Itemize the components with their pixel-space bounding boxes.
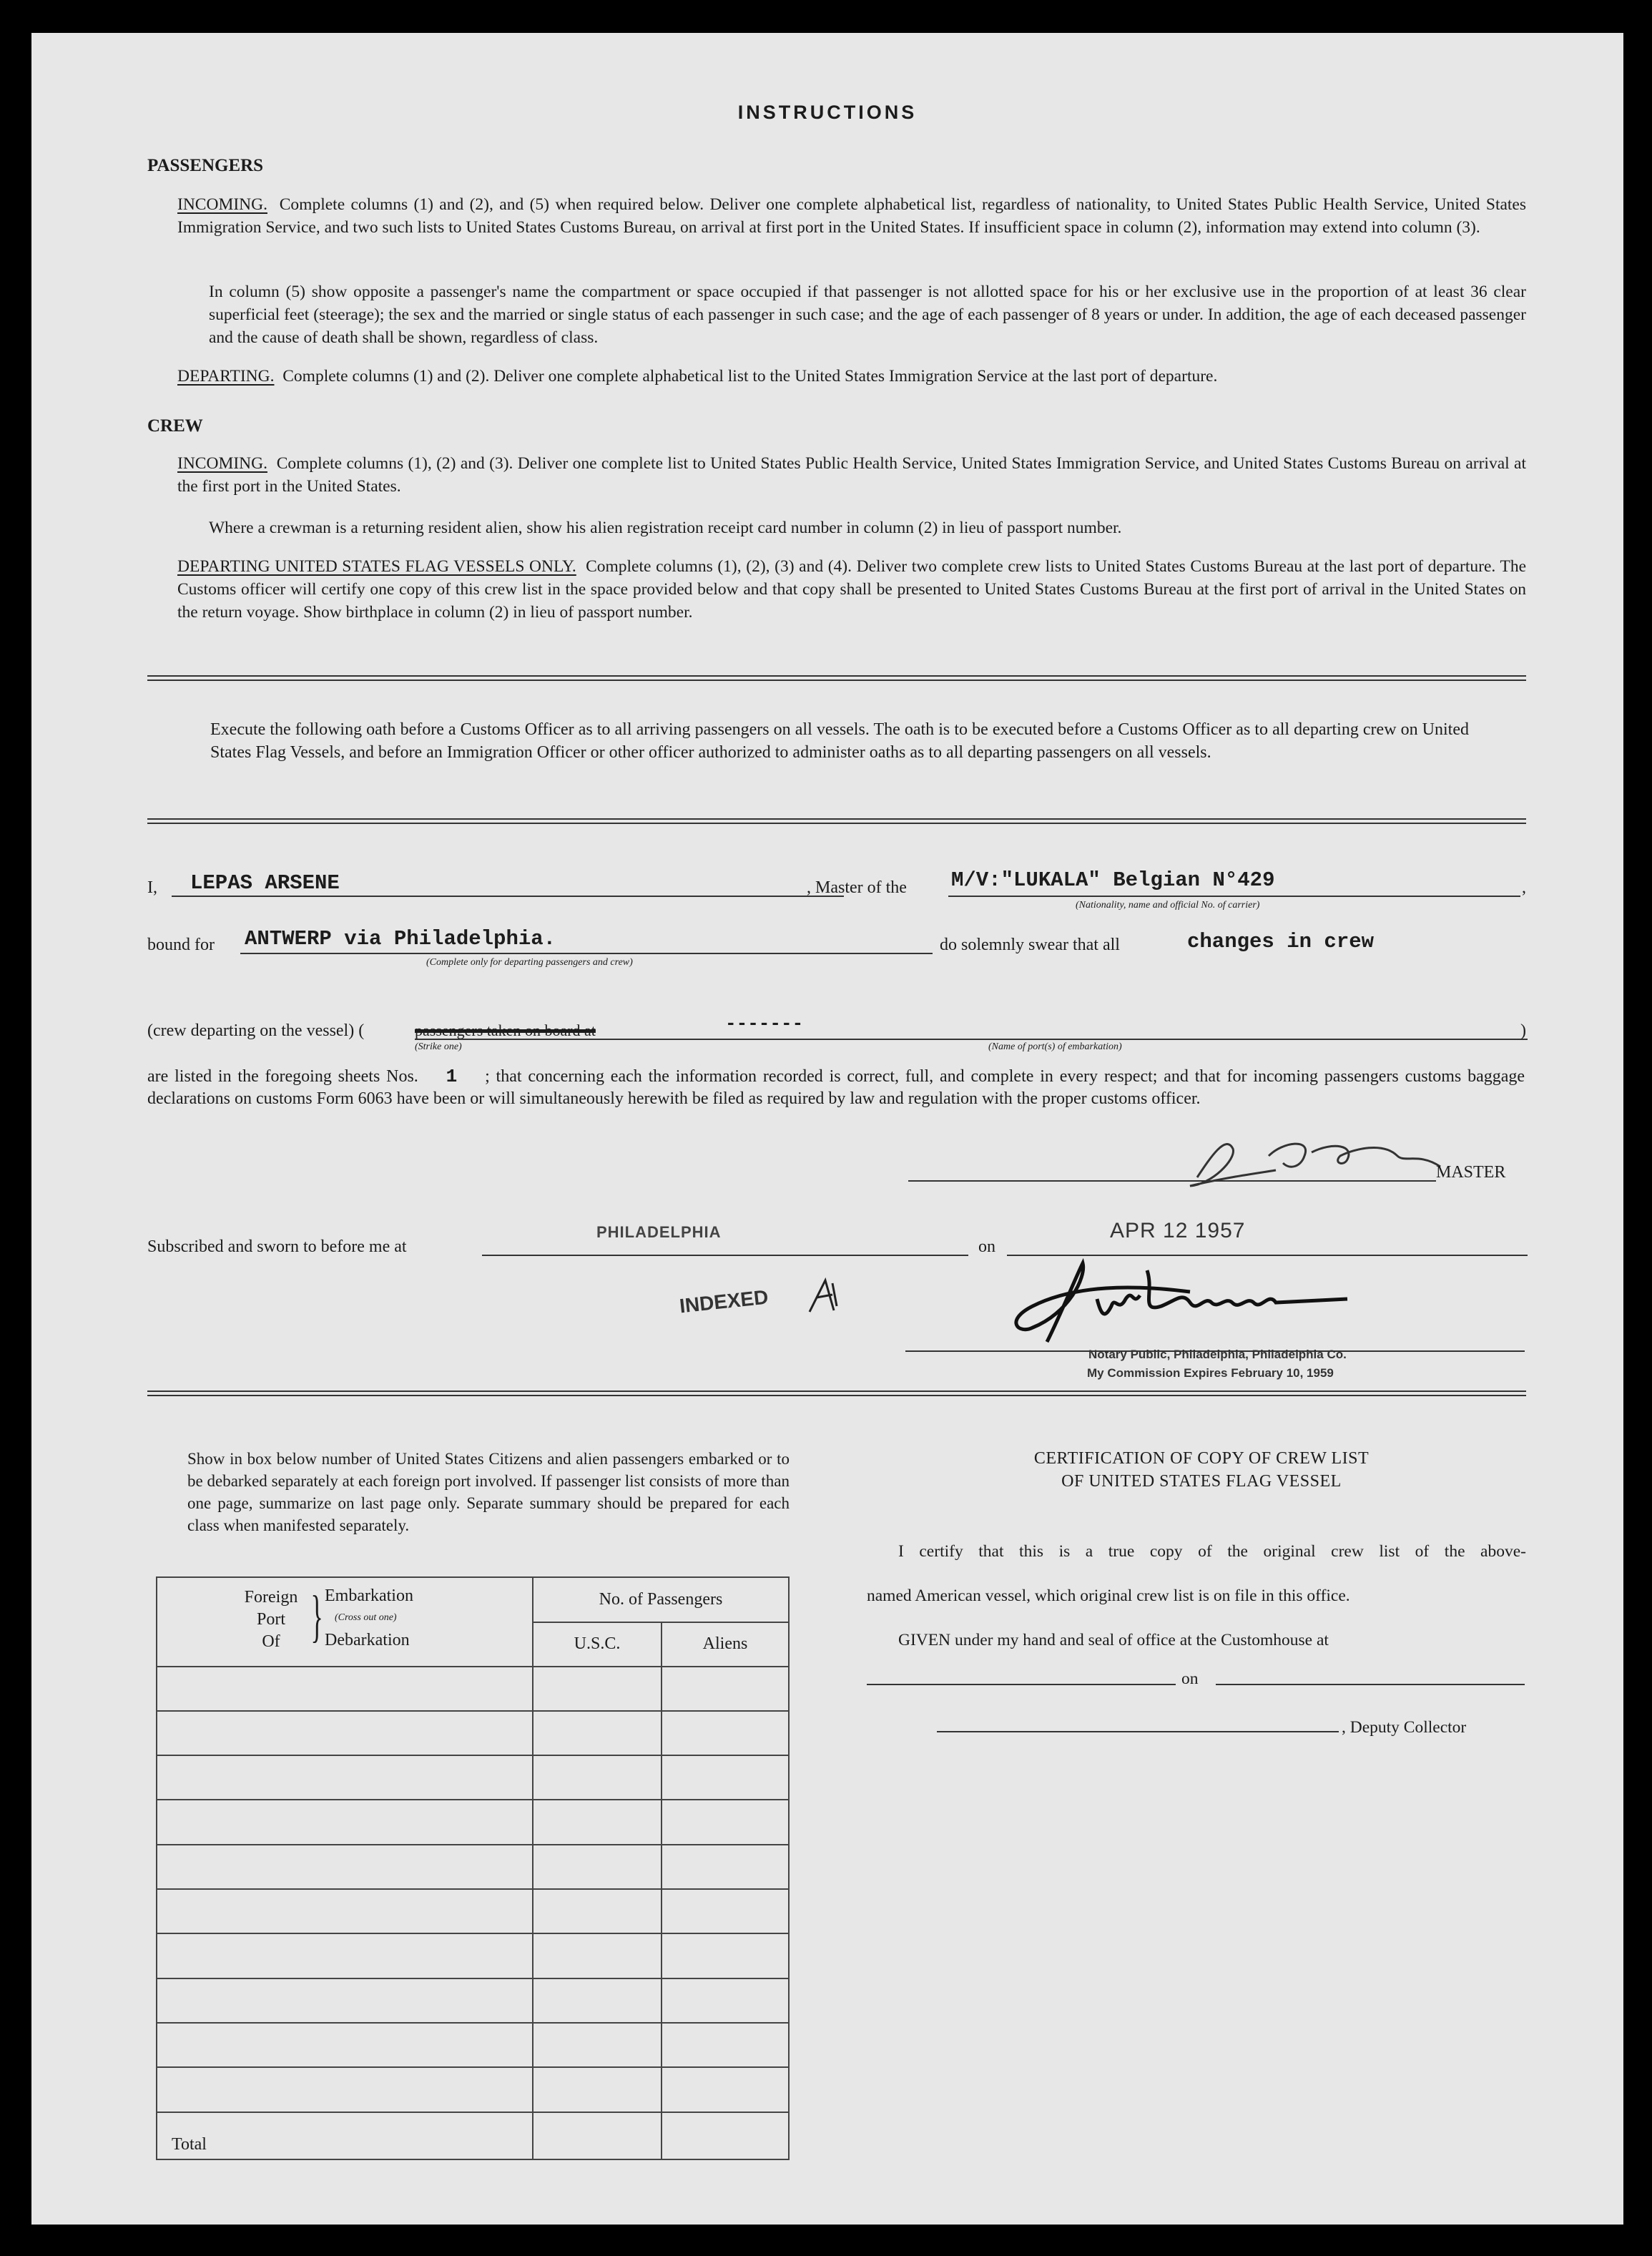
table-row [157,1845,789,1889]
crew-incoming-text: Complete columns (1), (2) and (3). Deliver one complete list to United States Public Health Service, United States Immigration Service, and United States Customs Bureau on arrival at the first port in the United States. [177,454,1526,496]
oath-i-label: I, [147,878,157,897]
aliens-total-cell[interactable] [662,2112,789,2159]
crew-incoming-label: INCOMING. [177,454,267,473]
aliens-cell[interactable] [662,1755,789,1800]
date-stamp: APR 12 1957 [1110,1219,1246,1242]
changes-in-crew-field[interactable]: changes in crew [1187,930,1375,953]
swear-text: do solemnly swear that all [940,936,1120,954]
port-caption: (Name of port(s) of embarkation) [988,1041,1122,1052]
master-label: MASTER [1436,1163,1506,1182]
total-label: Total [157,2112,533,2159]
port-cell[interactable] [157,1800,533,1844]
notary-signature [990,1256,1390,1356]
of-label: Of [262,1632,280,1652]
crew-departing-text: Complete columns (1), (2), (3) and (4). Deliver two complete crew lists to United States Customs Bureau at the last port of departure. The Customs officer will certify one copy of this crew list in the space provided below and that copy shall be presented to United States Customs Bureau at the first port of arrival in the United States on the return voyage. Show birthplace in column (2) in lieu of passport number. [177,557,1526,622]
aliens-cell[interactable] [662,1978,789,2023]
total-row [157,2112,789,2159]
passengers-heading: PASSENGERS [147,156,264,175]
certification-title-2: OF UNITED STATES FLAG VESSEL [1061,1472,1342,1491]
usc-cell[interactable] [533,1667,662,1711]
table-row [157,1978,789,2023]
usc-cell[interactable] [533,1889,662,1933]
vessel-caption: (Nationality, name and official No. of carrier) [1076,900,1260,911]
usc-cell[interactable] [533,1711,662,1755]
usc-cell[interactable] [533,1800,662,1844]
indexed-stamp: INDEXED [678,1285,770,1318]
usc-total-cell[interactable] [533,2112,662,2159]
vessel-line [948,896,1520,897]
listed-text: ; that concerning each the information recorded is correct, full, and complete in every respect; and that for incoming passengers customs baggage declarations on customs Form 6063 have been or will simultaneously herewith be filed as required by law and regulation with the proper customs officer. [147,1067,1525,1108]
customhouse-place-line[interactable] [867,1684,1176,1685]
indexed-initial-mark [804,1275,854,1318]
port-cell[interactable] [157,2067,533,2112]
usc-cell[interactable] [533,2023,662,2067]
master-name-field[interactable]: LEPAS ARSENE [190,871,340,895]
close-paren: ) [1520,1021,1526,1040]
master-signature [1169,1127,1455,1192]
passengers-incoming-text: Complete columns (1) and (2), and (5) when required below. Deliver one complete alphabetical list, regardless of nationality, to United States Public Health Service, United States Immigration Service, and two such lists to United States Customs Bureau, on arrival at first port in the United States. If insufficient space in column (2), information may extend into column (3). [177,195,1527,237]
on-label: on [978,1237,995,1256]
notary-line-2: My Commission Expires February 10, 1959 [1087,1366,1334,1380]
embarkation-port-field[interactable]: ------- [725,1013,804,1034]
table-row [157,1755,789,1800]
passengers-incoming-label: INCOMING. [177,195,267,214]
embarkation-port-line [415,1039,1528,1040]
divider-2 [147,818,1526,824]
master-of-label: , Master of the [807,878,907,897]
debarkation-label: Debarkation [325,1631,410,1650]
table-row [157,2067,789,2112]
destination-caption: (Complete only for departing passengers and crew) [426,957,633,968]
port-cell[interactable] [157,1889,533,1933]
crew-resident-paragraph: Where a crewman is a returning resident alien, show his alien registration receipt card number in column (2) in lieu of passport number. [209,519,1122,537]
divider-1 [147,675,1526,681]
crew-heading: CREW [147,416,203,436]
listed-sheets-paragraph [147,1066,1525,1110]
table-row [157,1800,789,1844]
table-row [157,1889,789,1933]
usc-header: U.S.C. [533,1622,662,1666]
oath-instruction: Execute the following oath before a Customs Officer as to all arriving passengers on all vessels. The oath is to be executed before a Customs Officer as to all departing crew on United States Flag Vessels, and before an Immigration Officer or other officer authorized to administer oaths as to all departing passengers on all vessels. [210,720,1469,762]
port-cell[interactable] [157,1755,533,1800]
divider-3 [147,1391,1526,1396]
usc-cell[interactable] [533,1933,662,1978]
vessel-field[interactable]: M/V:"LUKALA" Belgian N°429 [951,868,1275,892]
crew-list-form-page [31,33,1623,2225]
crew-incoming-paragraph [177,452,1526,498]
destination-line [240,953,933,954]
listed-prefix: are listed in the foregoing sheets Nos. [147,1067,418,1086]
port-cell[interactable] [157,1845,533,1889]
embarkation-label: Embarkation [325,1586,413,1606]
certification-text-2: named American vessel, which original crew list is on file in this office. [867,1586,1350,1605]
bound-for-label: bound for [147,936,215,954]
sheet-number-field[interactable]: 1 [446,1066,458,1087]
deputy-collector-signature-line[interactable] [937,1731,1339,1732]
port-cell[interactable] [157,2023,533,2067]
usc-cell[interactable] [533,1755,662,1800]
notary-line-1: Notary Public, Philadelphia, Philadelphia Co. [1088,1348,1347,1361]
foreign-port-of-label [239,1586,303,1653]
aliens-header: Aliens [662,1622,789,1666]
certification-on-label: on [1181,1669,1199,1688]
passengers-departing-label: DEPARTING. [177,367,275,386]
passenger-summary-table [156,1576,790,2160]
aliens-cell[interactable] [662,2023,789,2067]
crew-departing-label: (crew departing on the vessel) ( [147,1021,365,1040]
passengers-departing-text: Complete columns (1) and (2). Deliver one complete alphabetical list to the United States Immigration Service at the last port of departure. [282,367,1218,386]
destination-field[interactable]: ANTWERP via Philadelphia. [245,927,556,951]
aliens-cell[interactable] [662,1667,789,1711]
foreign-label: Foreign [244,1588,298,1607]
subscribed-label: Subscribed and sworn to before me at [147,1237,407,1256]
cross-out-label: (Cross out one) [335,1612,397,1624]
table-row [157,1667,789,1711]
port-header-cell [157,1577,533,1667]
instructions-title: INSTRUCTIONS [737,102,918,123]
port-label: Port [256,1610,285,1629]
aliens-cell[interactable] [662,1845,789,1889]
certification-text-3: GIVEN under my hand and seal of office at the Customhouse at [898,1631,1329,1649]
place-line [482,1255,968,1256]
no-of-passengers-header: No. of Passengers [533,1577,789,1622]
passengers-incoming-paragraph [177,193,1526,239]
struck-passengers-text: passengers taken on board at [415,1021,596,1039]
deputy-collector-label: , Deputy Collector [1342,1718,1467,1737]
aliens-cell[interactable] [662,1711,789,1755]
aliens-cell[interactable] [662,1889,789,1933]
usc-cell[interactable] [533,1978,662,2023]
port-cell[interactable] [157,1933,533,1978]
aliens-cell[interactable] [662,2067,789,2112]
port-cell[interactable] [157,1711,533,1755]
crew-departing-label: DEPARTING UNITED STATES FLAG VESSELS ONLY. [177,557,576,576]
port-cell[interactable] [157,1978,533,2023]
crew-departing-paragraph [177,555,1526,624]
box-instruction: Show in box below number of United States Citizens and alien passengers embarked or to be debarked separately at each foreign port involved. If passenger list consists of more than one page, summarize on last page only. Separate summary should be prepared for each class when manifested separately. [187,1450,790,1534]
table-row [157,1933,789,1978]
vessel-comma: , [1522,878,1526,897]
table-row [157,1711,789,1755]
usc-cell[interactable] [533,2067,662,2112]
master-name-line [172,896,844,897]
aliens-cell[interactable] [662,1933,789,1978]
customhouse-date-line[interactable] [1216,1684,1525,1685]
brace-glyph: } [310,1585,323,1649]
certification-title-1: CERTIFICATION OF COPY OF CREW LIST [1033,1449,1370,1468]
certification-text-1: I certify that this is a true copy of the original crew list of the above- [898,1542,1526,1561]
usc-cell[interactable] [533,1845,662,1889]
aliens-cell[interactable] [662,1800,789,1844]
passengers-column5-paragraph: In column (5) show opposite a passenger's name the compartment or space occupied if that passenger is not allotted space for his or her exclusive use in the proportion of at least 36 clear superficial feet (steerage); the sex and the married or single status of each passenger in such case; and the age of each passenger of 8 years or under. In addition, the age of each deceased passenger and the cause of death shall be shown, regardless of class. [209,283,1526,347]
strike-caption: (Strike one) [415,1041,462,1052]
port-cell[interactable] [157,1667,533,1711]
passengers-departing-paragraph [177,365,1526,388]
table-row [157,2023,789,2067]
place-stamp: PHILADELPHIA [596,1223,722,1241]
